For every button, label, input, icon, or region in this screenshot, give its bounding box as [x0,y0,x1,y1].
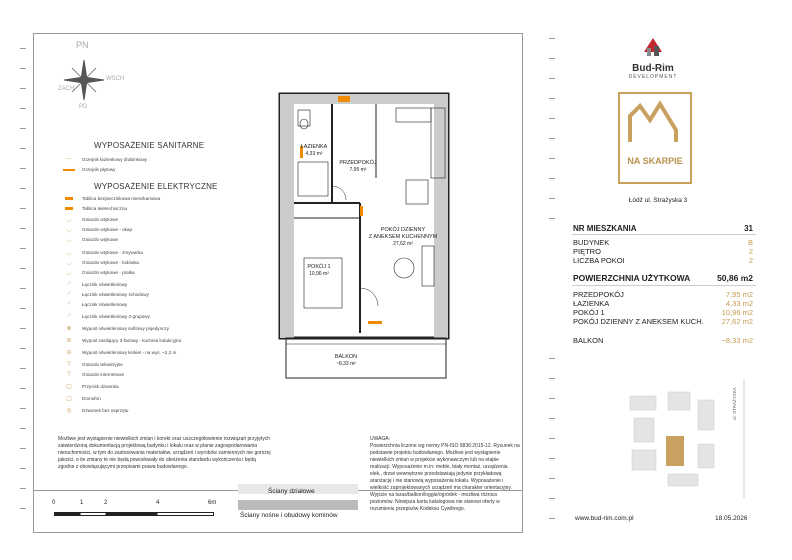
room-dzienny: POKÓJ DZIENNY Z ANEKSEM KUCHENNYM 27,62 m² [368,227,438,247]
room-pokoj1: POKÓJ 1 10,96 m² [307,264,331,277]
compass [58,40,125,116]
legend-item: ♂ Łącznik oświetleniowy 2-grupowy [66,313,150,319]
scale-bar [52,500,224,528]
disclaimer-right: UWAGA: Powierzchnia liczone wg normy PN-ISO 9836:2015-12. Rysunek na podstawie projektu budowlanego. Możliwe jest wystąpienie niewielkich zmian w projekcie wykonawczym lub na etapie realizacji. Wyposażenie m.in: meble, biały montaż, urządzenia elek., drzwi wewnętrzne przedstawiają jedynie przykładową aranżację i nie stanowią wyposażenia lokalu. Wyposażenie i wielkość zaprojektowanych urządzeń ma charakter orientacyjny. Wyjście na taras/balkon/loggie/ogródek - mozliwa różnica poziomów. Niniejsza karta katalogowa nie stanowi oferty w rozumieniu przepisów Kodeksu Cywilnego. [370,436,520,512]
legend-item: ▢ Przycisk dzwonka [66,384,119,390]
legend-item: ♂ Łącznik oświetleniowy [66,281,128,287]
legend-item: ◡ Gniazdo wtykowe - zmywarka [66,250,143,256]
compass-west: ZACH [58,86,75,92]
wall-legend [238,482,358,528]
legend-item: Tablica bezpiecznikowa mieszkaniowa [56,196,160,201]
legend-item: ◡ Gniazdo wtykowe [66,237,119,243]
room-balkon: BALKON ~8,33 m² [334,354,358,367]
room-lazienka: ŁAZIENKA 4,33 m² [300,144,328,157]
apt-room-row: PRZEDPOKÓJ 7,95 m2 [573,290,753,299]
site-map [612,380,760,498]
brand-logo [618,34,688,80]
legend-item: ◡ Gniazdo wtykowe - pralka [66,270,135,276]
legend-item: ◡ Gniazdo wtykowe - okap [66,227,133,233]
compass-north: PN [76,40,89,50]
disclaimer-left: Możliwe jest wystąpienie niewielkich zmian i korekt oraz uszczegółowienie rozwiązań przyjętych zatwierdzoną dokumentacją projektową budynku i lokalu oraz w planie zagospodarowania nieruchomości, w tym do zastosowania materiałów, urządzeń i wyrobów zamiennych nie gorszej jakości, o ile zmiany te nie będą powodowały do obniżenia standardu wykończenia i będą zgodne z obowiązującymi przepisami prawa budowlanego. [58,436,271,470]
legend-item: ♂ Łącznik oświetleniowy schodowy [66,291,149,297]
legend-item: ⊖ Wypust oświetleniowy kinkiet - na wys. ~2,2 m [66,350,177,356]
apt-number-row: NR MIESZKANIA 31 [573,224,753,233]
apt-rooms-row: LICZBA POKOI 2 [573,256,753,265]
apt-room-row: POKÓJ DZIENNY Z ANEKSEM KUCH. 27,62 m2 [573,317,753,326]
footer-url[interactable]: www.bud-rim.com.pl [575,515,634,522]
legend-item: ▢ Domofon [66,396,101,402]
apt-floor-row: PIĘTRO 2 [573,247,753,256]
legend-item: ⊗ Wypust oświetleniowy sufitowy pojedynczy [66,326,170,332]
legend-item: ⊘ Wypust zasilający 3-fazowy - kuchnia indukcyjna [66,338,182,344]
apt-room-row: ŁAZIENKA 4,33 m2 [573,299,753,308]
apt-area-row: POWIERZCHNIA UŻYTKOWA 50,86 m2 [573,273,753,283]
footer-date: 18.05.2026 [715,515,748,522]
brand-name: Bud-Rim [632,63,674,74]
wall-load-label: Ściany nośne i obudowy kominów [240,512,338,519]
scale-label: 0 [52,500,56,506]
apt-building-row: BUDYNEK B [573,238,753,247]
project-name: NA SKARPIE [627,156,683,166]
scale-label: 4 [156,500,160,506]
brand-sub: DEVELOPMENT [628,74,678,80]
legend-item: ◡ Gniazdo wtykowe [66,217,119,223]
wall-partition-label: Ściany działowe [268,488,315,495]
legend-item: Tablica teletechniczna [56,206,127,211]
site-map-drawing [612,380,760,498]
electric-title: WYPOSAŻENIE ELEKTRYCZNE [94,182,218,191]
scale-label: 2 [104,500,108,506]
legend-item: ◡ Gniazdo wtykowe - lodówka [66,260,139,266]
legend-item: ⊤ Gniazdo telewizyjne [66,362,123,368]
legend-item: ─ Grzejnik łazienkowy drabinkowy [66,156,148,162]
project-logo [618,92,692,184]
compass-south: PD [79,104,88,110]
apt-room-row: POKÓJ 1 10,96 m2 [573,308,753,317]
scale-graphic [54,512,214,516]
project-address: Łódź ul. Strażyska 3 [628,197,688,204]
legend-item: ⊤ Gniazdo internetowe [66,372,125,378]
mountain-logo-icon [620,94,690,154]
compass-east: WSCH [106,76,125,82]
scale-label: 6m [208,500,217,506]
apt-balcony-row: BALKON ~8,33 m2 [573,336,753,345]
legend-item: ◎ Dzwonek bez osprzętu [66,408,129,414]
sanitary-title: WYPOSAŻENIE SANITARNE [94,141,205,150]
floor-plan [276,88,454,380]
room-przedpokoj: PRZEDPOKÓJ 7,95 m² [339,160,377,173]
scale-label: 1 [80,500,84,506]
legend-item: Grzejnik płytowy [56,167,115,172]
street-label: ul. STRAŻYSKA [732,387,737,420]
legend-item: ♂ Łącznik oświetleniowy [66,301,128,307]
bud-rim-logo-icon [638,34,668,58]
